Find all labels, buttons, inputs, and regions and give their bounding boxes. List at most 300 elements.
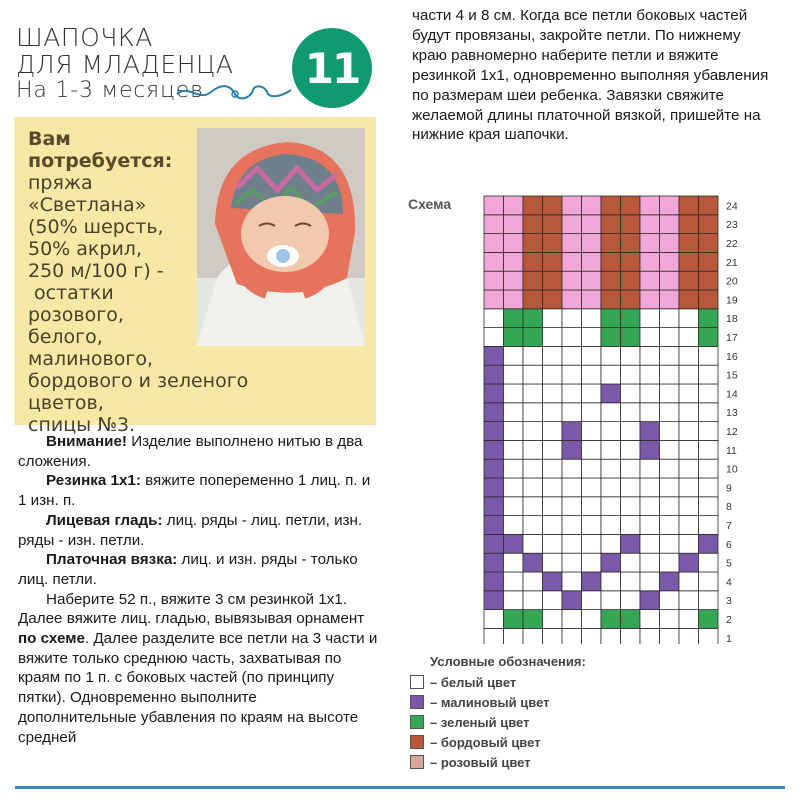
chart-cell (679, 497, 699, 516)
chart-cell (640, 553, 660, 572)
chart-cell (699, 384, 719, 403)
chart-cell (523, 234, 543, 253)
chart-cell (679, 215, 699, 234)
chart-cell (484, 328, 504, 347)
requirement-line: бордового и зеленого цветов, (28, 370, 249, 414)
chart-cell (679, 196, 699, 215)
chart-cell (562, 403, 582, 422)
chart-cell (699, 271, 719, 290)
chart-cell (484, 534, 504, 553)
chart-cell (640, 628, 660, 644)
chart-cell (484, 553, 504, 572)
chart-cell (562, 534, 582, 553)
legend-label: – бордовый цвет (430, 734, 541, 750)
chart-cell (562, 553, 582, 572)
chart-row-label: 1 (726, 632, 732, 644)
chart-cell (504, 534, 524, 553)
chart-cell (660, 365, 680, 384)
garter-label: Платочная вязка: (46, 551, 178, 569)
chart-cell (601, 440, 621, 459)
chart-cell (699, 516, 719, 535)
requirement-line: белого, (28, 326, 103, 348)
chart-cell (504, 365, 524, 384)
chart-cell (640, 309, 660, 328)
chart-cell (484, 271, 504, 290)
legend-items (410, 672, 650, 772)
chart-cell (523, 328, 543, 347)
chart-cell (523, 553, 543, 572)
legend-item (410, 672, 650, 692)
chart-cell (582, 384, 602, 403)
chart-cell (699, 422, 719, 441)
chart-cell (679, 516, 699, 535)
chart-cell (484, 628, 504, 644)
chart-cell (699, 346, 719, 365)
chart-cell (640, 422, 660, 441)
chart-cell (640, 572, 660, 591)
chart-cell (621, 459, 641, 478)
legend-swatch (410, 715, 424, 729)
chart-cell (660, 271, 680, 290)
chart-cell (601, 365, 621, 384)
chart-cell (562, 234, 582, 253)
chart-row-label: 16 (726, 350, 738, 363)
chart-cell (621, 252, 641, 271)
legend-item (410, 752, 650, 772)
chart-cell (484, 365, 504, 384)
chart-cell (582, 610, 602, 629)
chart-cell (582, 346, 602, 365)
chart-cell (660, 440, 680, 459)
chart-row-label: 20 (726, 275, 738, 288)
chart-cell (582, 497, 602, 516)
chart-cell (621, 591, 641, 610)
legend (410, 654, 650, 772)
chart-cell (504, 553, 524, 572)
chart-row-label: 11 (726, 444, 737, 457)
chart-cell (601, 290, 621, 309)
chart-cell (679, 290, 699, 309)
chart-cell (699, 252, 719, 271)
chart-cell (679, 610, 699, 629)
chart-cell (621, 403, 641, 422)
chart-cell (523, 610, 543, 629)
chart-cell (621, 572, 641, 591)
chart-cell (484, 196, 504, 215)
chart-cell (484, 252, 504, 271)
chart-cell (582, 271, 602, 290)
chart-cell (640, 365, 660, 384)
chart-cell (543, 365, 563, 384)
chart-cell (484, 459, 504, 478)
chart-cell (621, 290, 641, 309)
chart-cell (582, 440, 602, 459)
chart-row-label: 5 (726, 557, 732, 570)
chart-cell (523, 534, 543, 553)
chart-cell (543, 309, 563, 328)
legend-label: – розовый цвет (430, 754, 531, 770)
decorative-swirl-icon (175, 82, 295, 104)
chart-cell (660, 384, 680, 403)
chart-cell (504, 290, 524, 309)
stockinette-label: Лицевая гладь: (46, 511, 163, 529)
chart-cell (699, 478, 719, 497)
chart-cell (660, 328, 680, 347)
requirements-heading-line-1: Вам (28, 128, 71, 150)
chart-cell (621, 196, 641, 215)
chart-cell (660, 534, 680, 553)
attention-paragraph (18, 432, 378, 471)
chart-cell (660, 497, 680, 516)
chart-cell (601, 309, 621, 328)
chart-cell (504, 459, 524, 478)
chart-cell (699, 628, 719, 644)
chart-cell (699, 553, 719, 572)
chart-cell (640, 271, 660, 290)
age-subtitle: На 1-3 месяцев (16, 78, 204, 103)
chart-cell (601, 610, 621, 629)
chart-cell (543, 610, 563, 629)
chart-cell (582, 478, 602, 497)
requirements-heading-line-2: потребуется: (28, 150, 173, 172)
chart-cell (484, 516, 504, 535)
chart-cell (582, 403, 602, 422)
bottom-divider (15, 786, 785, 789)
chart-cell (543, 271, 563, 290)
chart-cell (621, 534, 641, 553)
legend-item (410, 732, 650, 752)
chart-cell (601, 403, 621, 422)
chart-cell (543, 440, 563, 459)
chart-cell (660, 553, 680, 572)
chart-row-label: 19 (726, 294, 738, 307)
chart-cell (543, 403, 563, 422)
chart-cell (601, 328, 621, 347)
chart-cell (699, 403, 719, 422)
chart-cell (543, 572, 563, 591)
chart-cell (562, 365, 582, 384)
chart-cell (679, 591, 699, 610)
chart-cell (543, 591, 563, 610)
chart-row-label: 4 (726, 576, 732, 589)
chart-row-label: 23 (726, 219, 738, 232)
chart-cell (601, 459, 621, 478)
chart-cell (601, 196, 621, 215)
chart-cell (601, 384, 621, 403)
chart-cell (660, 572, 680, 591)
requirement-line: малинового, (28, 348, 153, 370)
legend-swatch (410, 675, 424, 689)
chart-cell (504, 384, 524, 403)
chart-row-label: 17 (726, 332, 738, 344)
schema-reference: по схеме (18, 630, 85, 648)
chart-cell (640, 234, 660, 253)
chart-cell (543, 628, 563, 644)
chart-cell (621, 365, 641, 384)
chart-cell (523, 252, 543, 271)
chart-cell (660, 591, 680, 610)
title-line-2: ДЛЯ МЛАДЕНЦА (16, 50, 234, 79)
chart-cell (504, 516, 524, 535)
chart-cell (504, 591, 524, 610)
chart-cell (699, 497, 719, 516)
chart-row-label: 14 (726, 388, 738, 401)
chart-cell (562, 628, 582, 644)
chart-cell (621, 610, 641, 629)
chart-cell (660, 403, 680, 422)
chart-cell (699, 365, 719, 384)
chart-cell (504, 572, 524, 591)
chart-cell (601, 252, 621, 271)
chart-cell (543, 497, 563, 516)
chart-cell (484, 497, 504, 516)
instructions-left (18, 432, 378, 747)
chart-cell (484, 290, 504, 309)
chart-cell (679, 628, 699, 644)
chart-cell (582, 534, 602, 553)
legend-swatch (410, 695, 424, 709)
chart-cell (504, 610, 524, 629)
chart-cell (562, 290, 582, 309)
chart-cell (562, 610, 582, 629)
chart-cell (621, 422, 641, 441)
chart-cell (543, 478, 563, 497)
legend-title: Условные обозначения: (430, 654, 586, 669)
chart-cell (543, 459, 563, 478)
chart-cell (679, 534, 699, 553)
chart-cell (582, 572, 602, 591)
chart-cell (601, 628, 621, 644)
chart-cell (562, 384, 582, 403)
chart-cell (562, 516, 582, 535)
chart-cell (621, 215, 641, 234)
chart-row-label: 7 (726, 520, 732, 532)
chart-cell (601, 215, 621, 234)
chart-cell (699, 290, 719, 309)
chart-cell (699, 459, 719, 478)
chart-cell (582, 459, 602, 478)
chart-cell (543, 252, 563, 271)
rib-paragraph (18, 471, 378, 510)
chart-cell (582, 553, 602, 572)
chart-cell (621, 497, 641, 516)
chart-cell (601, 534, 621, 553)
baby-photo (197, 128, 365, 346)
chart-cell (660, 234, 680, 253)
chart-cell (582, 365, 602, 384)
chart-cell (621, 628, 641, 644)
chart-cell (582, 309, 602, 328)
chart-row-label: 22 (726, 238, 738, 250)
chart-cell (484, 572, 504, 591)
chart-cell (523, 384, 543, 403)
chart-cell (523, 215, 543, 234)
chart-cell (562, 497, 582, 516)
chart-cell (543, 553, 563, 572)
rib-label: Резинка 1х1: (46, 472, 141, 490)
schema-label: Схема (408, 196, 452, 212)
main-text-part-1: Наберите 52 п., вяжите 3 см резинкой 1х1. Далее вяжите лиц. гладью, вывязывая орнамент (18, 590, 365, 628)
chart-cell (601, 271, 621, 290)
chart-cell (543, 346, 563, 365)
chart-cell (562, 215, 582, 234)
chart-cell (621, 328, 641, 347)
chart-cell (699, 196, 719, 215)
chart-cell (621, 516, 641, 535)
requirement-line: «Светлана» (28, 194, 147, 216)
chart-cell (523, 422, 543, 441)
garter-paragraph (18, 550, 378, 589)
chart-cell (601, 478, 621, 497)
legend-swatch (410, 755, 424, 769)
requirement-line: 50% акрил, (28, 238, 142, 260)
chart-cell (504, 215, 524, 234)
chart-cell (679, 422, 699, 441)
colorwork-chart (478, 192, 768, 644)
chart-cell (543, 215, 563, 234)
pattern-number-badge: 11 (292, 28, 372, 108)
chart-cell (504, 252, 524, 271)
chart-cell (562, 459, 582, 478)
chart-cell (484, 346, 504, 365)
chart-cell (484, 403, 504, 422)
chart-cell (640, 591, 660, 610)
chart-row-label: 10 (726, 463, 738, 476)
chart-cell (660, 346, 680, 365)
garter-text: лиц. и изн. ряды - только лиц. петли. (18, 551, 358, 588)
chart-cell (543, 328, 563, 347)
chart-cell (582, 328, 602, 347)
chart-cell (679, 234, 699, 253)
chart-cell (582, 234, 602, 253)
chart-cell (679, 384, 699, 403)
chart-cell (582, 422, 602, 441)
chart-cell (484, 234, 504, 253)
chart-cell (640, 610, 660, 629)
chart-cell (562, 422, 582, 441)
chart-cell (601, 553, 621, 572)
chart-cell (621, 440, 641, 459)
chart-cell (699, 309, 719, 328)
chart-cell (699, 572, 719, 591)
instructions-right (412, 6, 777, 145)
chart-cell (582, 591, 602, 610)
attention-text: Изделие выполнено нитью в два сложения. (18, 433, 363, 470)
chart-cell (543, 234, 563, 253)
legend-swatch (410, 735, 424, 749)
requirement-line: (50% шерсть, (28, 216, 164, 238)
chart-row-label: 12 (726, 426, 738, 438)
chart-cell (621, 309, 641, 328)
chart-cell (679, 403, 699, 422)
chart-cell (562, 572, 582, 591)
chart-cell (562, 478, 582, 497)
chart-row-label: 21 (726, 256, 738, 269)
chart-cell (699, 234, 719, 253)
chart-cell (621, 271, 641, 290)
chart-cell (504, 328, 524, 347)
chart-cell (582, 628, 602, 644)
chart-cell (543, 516, 563, 535)
chart-cell (543, 422, 563, 441)
chart-cell (562, 252, 582, 271)
chart-cell (523, 591, 543, 610)
chart-cell (484, 309, 504, 328)
requirement-line: пряжа (28, 172, 93, 194)
chart-cell (699, 328, 719, 347)
chart-cell (699, 534, 719, 553)
rib-text: вяжите попеременно 1 лиц. п. и 1 изн. п. (18, 472, 371, 510)
chart-cell (640, 252, 660, 271)
chart-cell (640, 328, 660, 347)
chart-cell (523, 309, 543, 328)
chart-cell (562, 591, 582, 610)
legend-label: – малиновый цвет (430, 694, 550, 710)
requirement-line: розового, (28, 304, 124, 326)
chart-cell (562, 440, 582, 459)
stockinette-text: лиц. ряды - лиц. петли, изн. ряды - изн. петли. (18, 511, 363, 549)
chart-cell (523, 290, 543, 309)
requirement-line: спицы №3. (28, 414, 136, 436)
chart-row-label: 24 (726, 200, 738, 213)
chart-cell (640, 215, 660, 234)
chart-cell (504, 346, 524, 365)
chart-cell (640, 196, 660, 215)
chart-cell (504, 478, 524, 497)
chart-cell (679, 572, 699, 591)
chart-cell (621, 553, 641, 572)
chart-cell (679, 309, 699, 328)
chart-cell (523, 628, 543, 644)
chart-cell (601, 346, 621, 365)
chart-cell (679, 271, 699, 290)
chart-cell (621, 478, 641, 497)
chart-cell (484, 422, 504, 441)
chart-cell (484, 215, 504, 234)
chart-cell (504, 628, 524, 644)
chart-cell (679, 252, 699, 271)
chart-cell (640, 403, 660, 422)
legend-label: – зеленый цвет (430, 714, 530, 730)
chart-cell (582, 290, 602, 309)
chart-cell (523, 440, 543, 459)
chart-cell (543, 534, 563, 553)
chart-cell (504, 196, 524, 215)
chart-cell (601, 497, 621, 516)
chart-cell (523, 572, 543, 591)
chart-cell (601, 591, 621, 610)
chart-cell (504, 497, 524, 516)
chart-row-label: 3 (726, 595, 732, 608)
chart-cell (660, 610, 680, 629)
chart-row-label: 9 (726, 482, 732, 495)
chart-row-label: 6 (726, 538, 732, 551)
chart-cell (679, 553, 699, 572)
chart-cell (484, 440, 504, 459)
legend-item (410, 692, 650, 712)
chart-cell (562, 346, 582, 365)
chart-cell (562, 271, 582, 290)
chart-row-label: 2 (726, 614, 732, 626)
chart-cell (523, 516, 543, 535)
chart-cell (699, 215, 719, 234)
chart-cell (640, 497, 660, 516)
continuation-paragraph: части 4 и 8 см. Когда все петли боковых частей будут провязаны, закройте петли. По нижнему краю равномерно наберите петли и вяжите резинкой 1х1, одновременно выполняя убавления по размерам шеи ребенка. Завязки свяжите желаемой длины платочной вязкой, пришейте на нижние края шапочки. (412, 7, 769, 144)
requirement-line: остатки (28, 282, 114, 304)
chart-cell (679, 365, 699, 384)
attention-label: Внимание! (46, 433, 127, 450)
chart-cell (640, 346, 660, 365)
